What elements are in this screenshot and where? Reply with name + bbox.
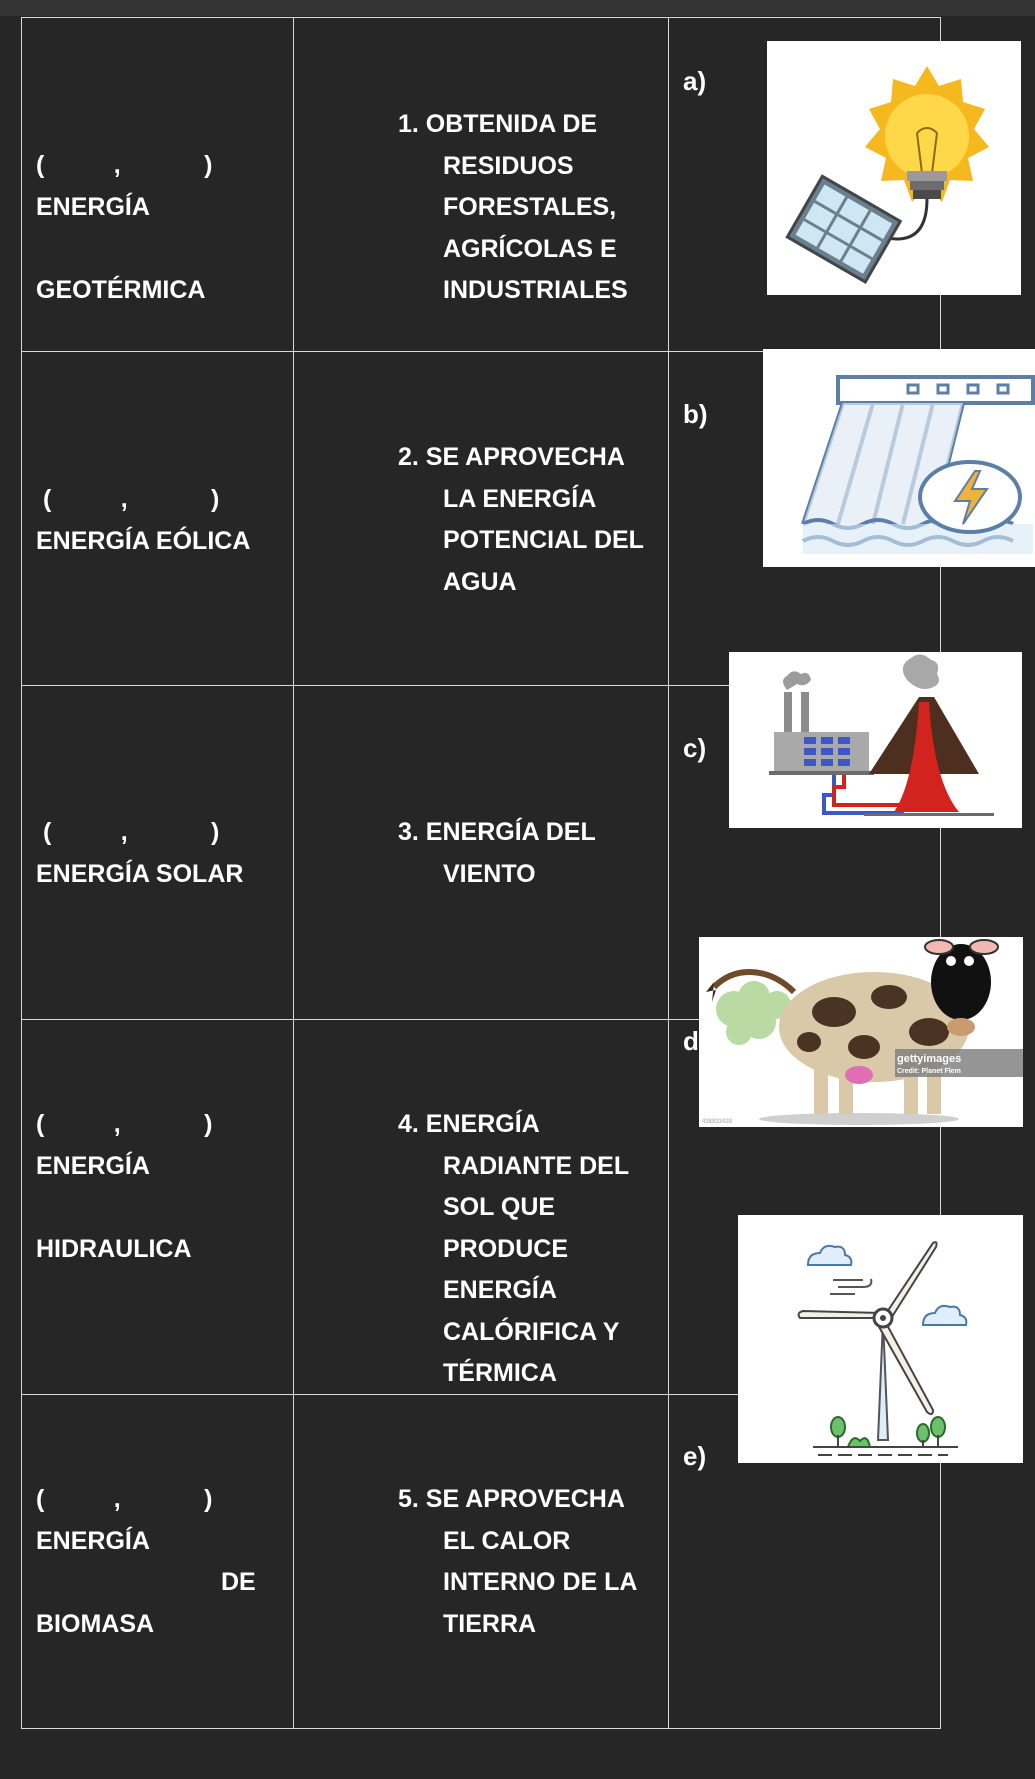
- row-2-answer-blank[interactable]: ( , ): [36, 485, 220, 513]
- row-5-description: 5. SE APROVECHA EL CALOR INTERNO DE LA TIERRA: [398, 1485, 638, 1638]
- row-4-description: 4. ENERGÍA RADIANTE DEL SOL QUE PRODUCE ENERGÍA CALÓRIFICA Y TÉRMICA: [398, 1110, 630, 1387]
- top-bar: [0, 0, 1035, 16]
- table-border-left: [21, 17, 22, 1729]
- bulb-solar-panel-icon: [767, 41, 1021, 295]
- row-5-energy-name-de: DE: [221, 1568, 256, 1596]
- column-divider-2: [668, 17, 669, 1729]
- option-label-b: b): [683, 399, 708, 429]
- row-5-energy-name: ENERGÍA: [36, 1527, 150, 1555]
- wind-turbine-image: [738, 1215, 1023, 1463]
- table-border-bottom: [21, 1728, 941, 1729]
- row-5-answer-blank[interactable]: ( , ): [36, 1485, 213, 1513]
- row-4-answer-blank[interactable]: ( , ): [36, 1110, 213, 1138]
- option-label-e: e): [683, 1441, 707, 1471]
- row-5-energy-name-cont: BIOMASA: [36, 1610, 155, 1638]
- row-1-energy-name: ENERGÍA: [36, 193, 150, 221]
- watermark-gettyimages: gettyimages: [897, 1053, 962, 1065]
- row-4-energy-name: ENERGÍA: [36, 1152, 150, 1180]
- option-label-c: c): [683, 733, 707, 763]
- geothermal-plant-icon: [729, 652, 1022, 828]
- watermark-credit: Credit: Planet Flem: [897, 1068, 961, 1075]
- row-2-energy-name: ENERGÍA EÓLICA: [36, 527, 251, 555]
- cow-biogas-icon: [699, 937, 1023, 1127]
- table-border-top: [21, 17, 941, 18]
- hydroelectric-dam-icon: [763, 349, 1035, 567]
- row-1-energy-name-cont: GEOTÉRMICA: [36, 276, 206, 304]
- wind-turbine-icon: [738, 1215, 1023, 1463]
- row-1-description: 1. OBTENIDA DE RESIDUOS FORESTALES, AGRÍCOLAS E INDUSTRIALES: [398, 110, 628, 304]
- row-1-answer-blank[interactable]: ( , ): [36, 151, 213, 179]
- row-3-energy-name: ENERGÍA SOLAR: [36, 860, 244, 888]
- geothermal-image: [729, 652, 1022, 828]
- solar-bulb-image: [767, 41, 1021, 295]
- row-3-answer-blank[interactable]: ( , ): [36, 818, 220, 846]
- option-label-d: d: [683, 1026, 699, 1056]
- hydro-dam-image: [763, 349, 1035, 567]
- option-label-a: a): [683, 66, 707, 96]
- row-3-description: 3. ENERGÍA DEL VIENTO: [398, 818, 596, 888]
- watermark-stock-id: 438933438: [702, 1119, 733, 1125]
- row-4-energy-name-cont: HIDRAULICA: [36, 1235, 192, 1263]
- column-divider-1: [293, 17, 294, 1729]
- biomass-cow-image: [699, 937, 1023, 1127]
- row-2-description: 2. SE APROVECHA LA ENERGÍA POTENCIAL DEL AGUA: [398, 443, 644, 596]
